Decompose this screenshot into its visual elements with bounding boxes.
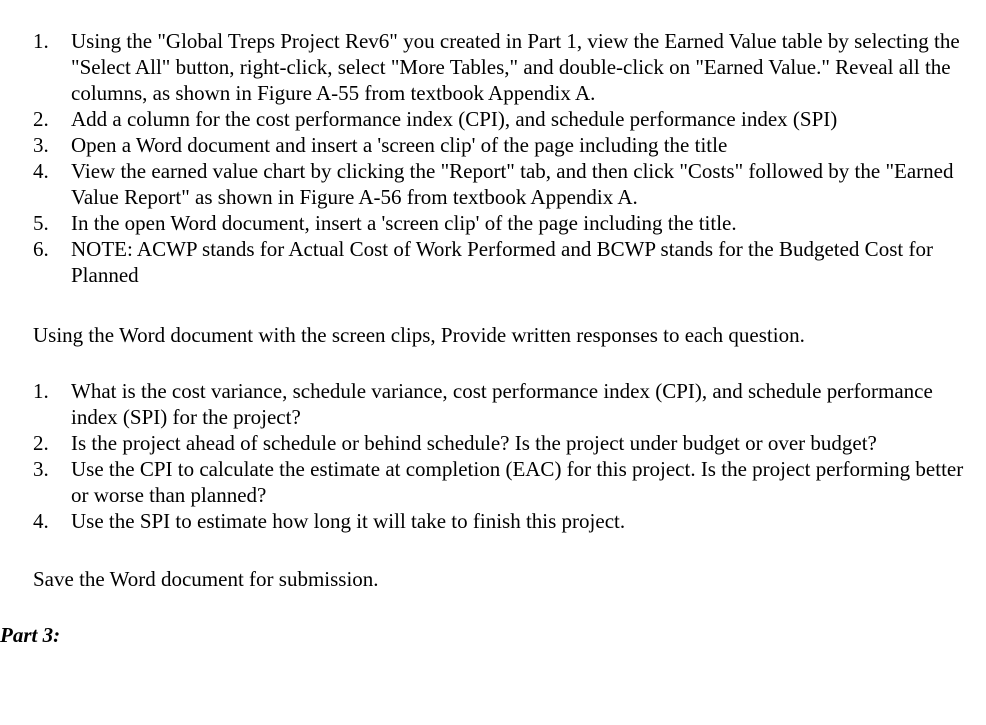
question-item bbox=[33, 378, 978, 430]
steps-list bbox=[33, 28, 978, 288]
instruction-paragraph: Using the Word document with the screen clips, Provide written responses to each question. bbox=[33, 323, 805, 347]
step-number: 6. bbox=[33, 237, 49, 261]
step-text: Open a Word document and insert a 'screen clip' of the page including the title bbox=[71, 133, 728, 157]
step-item bbox=[33, 236, 978, 288]
step-number: 5. bbox=[33, 211, 49, 235]
step-item bbox=[33, 106, 978, 132]
step-number: 4. bbox=[33, 159, 49, 183]
part-heading: Part 3: bbox=[0, 623, 61, 647]
step-text: Add a column for the cost performance index (CPI), and schedule performance index (SPI) bbox=[71, 107, 838, 131]
question-text: Use the SPI to estimate how long it will take to finish this project. bbox=[71, 509, 626, 533]
question-number: 4. bbox=[33, 509, 49, 533]
question-number: 3. bbox=[33, 457, 49, 481]
step-item bbox=[33, 210, 978, 236]
question-item bbox=[33, 508, 978, 534]
step-text: View the earned value chart by clicking the "Report" tab, and then click "Costs" followed by the "Earned Value Report" as shown in Figure A-56 from textbook Appendix A. bbox=[71, 159, 954, 209]
step-text: NOTE: ACWP stands for Actual Cost of Work Performed and BCWP stands for the Budgeted Cost for Planned bbox=[71, 237, 933, 287]
question-item bbox=[33, 456, 978, 508]
question-number: 1. bbox=[33, 379, 49, 403]
step-number: 3. bbox=[33, 133, 49, 157]
question-text: Use the CPI to calculate the estimate at completion (EAC) for this project. Is the project performing better or worse than planned? bbox=[71, 457, 964, 507]
question-number: 2. bbox=[33, 431, 49, 455]
step-number: 1. bbox=[33, 29, 49, 53]
question-text: What is the cost variance, schedule variance, cost performance index (CPI), and schedule performance index (SPI) for the project? bbox=[71, 379, 933, 429]
question-item bbox=[33, 430, 978, 456]
question-text: Is the project ahead of schedule or behind schedule? Is the project under budget or over budget? bbox=[71, 431, 877, 455]
step-text: In the open Word document, insert a 'screen clip' of the page including the title. bbox=[71, 211, 737, 235]
step-text: Using the "Global Treps Project Rev6" you created in Part 1, view the Earned Value table by selecting the "Select All" button, right-click, select "More Tables," and double-click on "Earned Value." Reveal all the columns, as shown in Figure A-55 from textbook Appendix A. bbox=[71, 29, 960, 105]
step-item bbox=[33, 132, 978, 158]
step-item bbox=[33, 158, 978, 210]
step-number: 2. bbox=[33, 107, 49, 131]
step-item bbox=[33, 28, 978, 106]
questions-list bbox=[33, 378, 978, 534]
save-note: Save the Word document for submission. bbox=[33, 567, 379, 591]
